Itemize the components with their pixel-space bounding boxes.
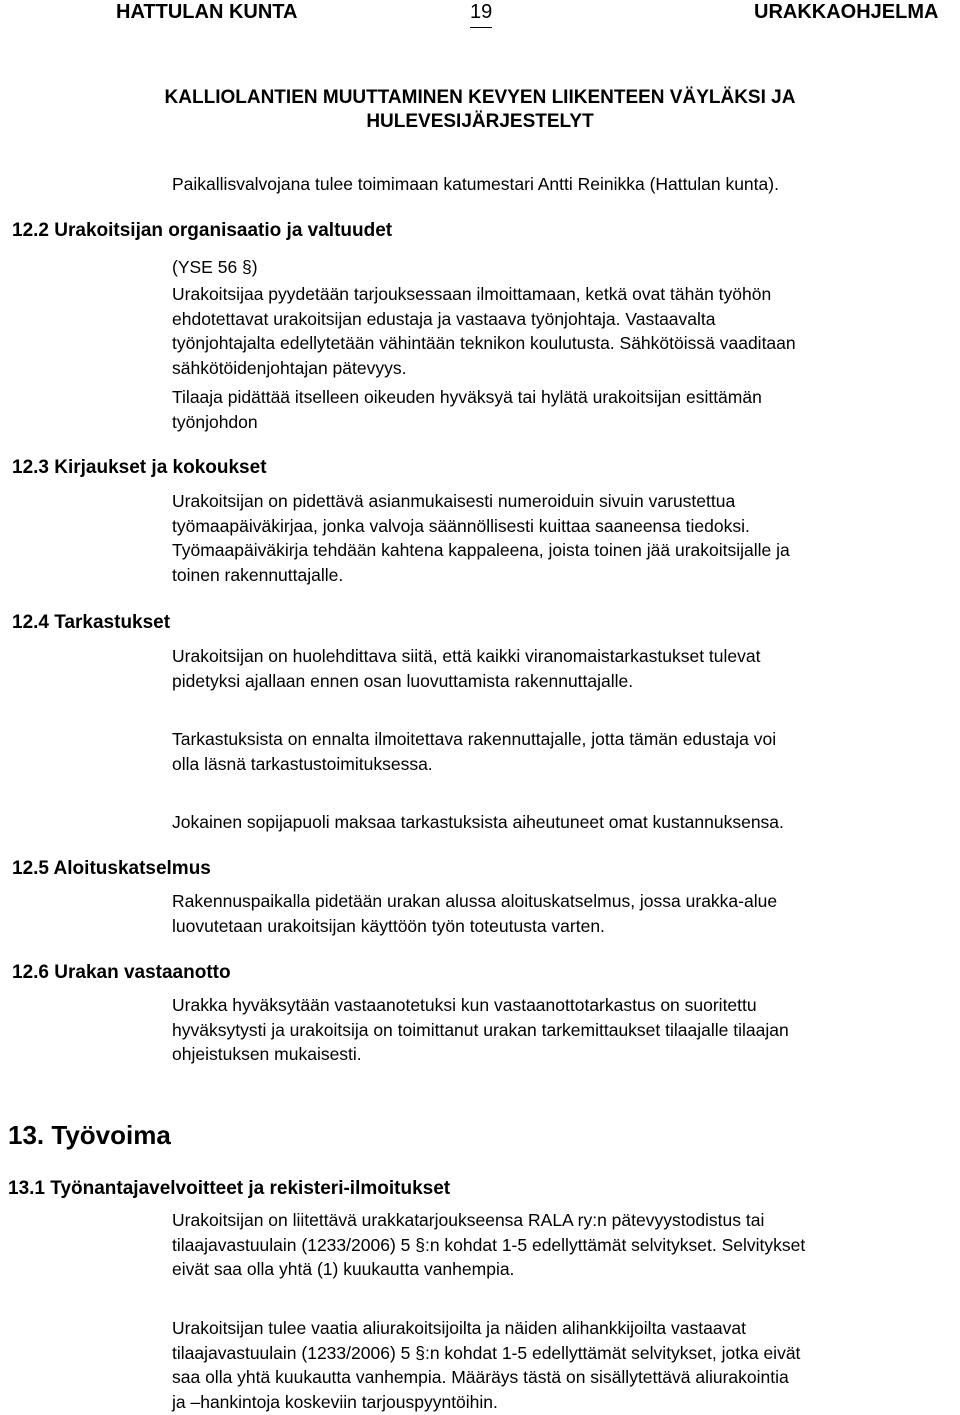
- page-number-underline: [470, 27, 492, 28]
- intro-paragraph: [172, 172, 957, 197]
- header-right: URAKKAOHJELMA: [754, 1, 939, 23]
- page-number: 19: [470, 1, 493, 23]
- ref-yse-56: (YSE 56 §): [172, 257, 258, 277]
- heading-12-4: 12.4 Tarkastukset: [12, 612, 171, 633]
- paragraph-12-2-1: Urakoitsijaa pyydetään tarjouksessaan ilmoittamaan, ketkä ovat tähän työhön ehdotettavat urakoitsijan edustaja ja vastaava työnjohtaja. Vastaavalta työnjohtajalta edellytetään vähintään teknikon koulutusta. Sähkötöissä vaaditaan sähkötöidenjohtajan pätevyys.: [172, 284, 796, 378]
- header-left: HATTULAN KUNTA: [116, 1, 298, 23]
- document-title-line1: KALLIOLANTIEN MUUTTAMINEN KEVYEN LIIKENTEEN VÄYLÄKSI JA: [164, 87, 796, 108]
- paragraph-12-3-1: Urakoitsijan on pidettävä asianmukaisesti numeroiduin sivuin varustettua työmaapäiväkirjaa, jonka valvoja säännöllisesti kuittaa saaneensa tiedoksi. Työmaapäiväkirja tehdään kahtena kappaleena, joista toinen jää urakoitsijalle ja toinen rakennuttajalle.: [172, 491, 790, 585]
- paragraph-12-4-3: Jokainen sopijapuoli maksaa tarkastuksista aiheutuneet omat kustannuksensa.: [172, 812, 784, 832]
- intro-line: Paikallisvalvojana tulee toimimaan katumestari Antti Reinikka (Hattulan kunta).: [172, 174, 779, 194]
- heading-13-1: 13.1 Työnantajavelvoitteet ja rekisteri-ilmoitukset: [8, 1178, 451, 1199]
- heading-13: 13. Työvoima: [8, 1120, 171, 1150]
- paragraph-12-5-1: Rakennuspaikalla pidetään urakan alussa aloituskatselmus, jossa urakka-alue luovutetaan urakoitsijan käyttöön työn toteutusta varten.: [172, 891, 778, 936]
- paragraph-12-4-1: Urakoitsijan on huolehdittava siitä, että kaikki viranomaistarkastukset tulevat pidetyksi ajallaan ennen osan luovuttamista rakennuttajalle.: [172, 646, 761, 691]
- paragraph-12-6-1: Urakka hyväksytään vastaanotetuksi kun vastaanottotarkastus on suoritettu hyväksytysti ja urakoitsija on toimittanut urakan tarkemittaukset tilaajalle tilaajan ohjeistuksen mukaisesti.: [172, 995, 789, 1064]
- heading-12-5: 12.5 Aloituskatselmus: [12, 858, 211, 879]
- paragraph-12-2-2: Tilaaja pidättää itselleen oikeuden hyväksyä tai hylätä urakoitsijan esittämän työnjohdon: [172, 387, 762, 432]
- document-title-line2: HULEVESIJÄRJESTELYT: [366, 111, 594, 132]
- paragraph-13-1-1: Urakoitsijan on liitettävä urakkatarjoukseensa RALA ry:n pätevyystodistus tai tilaajavastuulain (1233/2006) 5 §:n kohdat 1-5 edellyttämät selvitykset. Selvitykset eivät saa olla yhtä (1) kuukautta vanhempia.: [172, 1210, 806, 1279]
- paragraph-12-4-2: Tarkastuksista on ennalta ilmoitettava rakennuttajalle, jotta tämän edustaja voi olla läsnä tarkastustoimituksessa.: [172, 729, 777, 774]
- heading-12-3: 12.3 Kirjaukset ja kokoukset: [12, 457, 267, 478]
- heading-12-2: 12.2 Urakoitsijan organisaatio ja valtuudet: [12, 220, 393, 241]
- heading-12-6: 12.6 Urakan vastaanotto: [12, 962, 231, 983]
- paragraph-13-1-2: Urakoitsijan tulee vaatia aliurakoitsijoilta ja näiden alihankkijoilta vastaavat tilaajavastuulain (1233/2006) 5 §:n kohdat 1-5 edellyttämät selvitykset, jotka eivät saa olla yhtä kuukautta vanhempia. Määräys tästä on sisällytettävä aliurakointia ja –hankintoja koskeviin tarjouspyyntöihin.: [172, 1318, 801, 1412]
